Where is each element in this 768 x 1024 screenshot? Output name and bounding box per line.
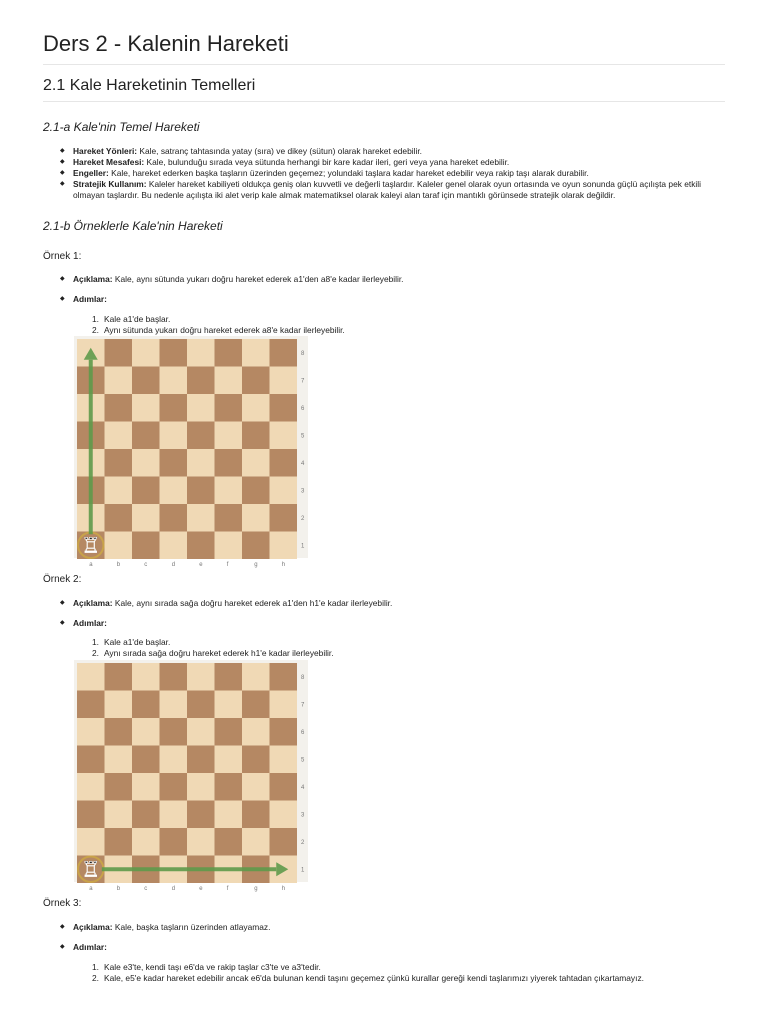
board-square: [215, 367, 243, 395]
steps-label: Adımlar:: [73, 618, 107, 628]
board-square: [242, 339, 270, 367]
board-square: [187, 339, 215, 367]
board-square: [105, 339, 133, 367]
board-square: [215, 801, 243, 829]
item-label: Hareket Mesafesi:: [73, 157, 145, 167]
board-square: [160, 339, 188, 367]
step-item: 1. Kale a1'de başlar.: [92, 314, 171, 324]
board-square: [270, 746, 298, 774]
file-label: c: [144, 886, 148, 892]
rook-basics-list: [60, 146, 725, 201]
board-square: [132, 663, 160, 691]
rank-label: 6: [301, 729, 305, 736]
board-square: [270, 339, 298, 367]
board-square: [187, 532, 215, 560]
item-label: Hareket Yönleri:: [73, 146, 138, 156]
board-square: [242, 773, 270, 801]
board-square: [105, 532, 133, 560]
item-text: Kale, bulunduğu sırada veya sütunda herhangi bir kare kadar ileri, geri veya yana hareket edebilir.: [144, 157, 510, 167]
file-label: g: [254, 886, 258, 892]
section-heading: 2.1 Kale Hareketinin Temelleri: [43, 77, 256, 94]
board-square: [160, 691, 188, 719]
board-square: [215, 339, 243, 367]
board-square: [187, 801, 215, 829]
board-square: [215, 828, 243, 856]
list-item: [60, 168, 725, 179]
list-item: [60, 942, 725, 953]
board-square: [270, 663, 298, 691]
step-text: Kale e3'te, kendi taşı e6'da ve rakip taşlar c3'te ve a3'tedir.: [104, 962, 321, 972]
description-text: Kale, aynı sırada sağa doğru hareket ederek a1'den h1'e kadar ilerleyebilir.: [112, 598, 393, 608]
board-square: [187, 828, 215, 856]
step-item: 2. Kale, e5'e kadar hareket edebilir ancak e6'da bulunan kendi taşını geçemez çünkü kurallar gereği kendi taşlarımızı yiyerek tahtadan çıkartamayız.: [92, 973, 644, 983]
rank-label: 7: [301, 378, 305, 385]
chessboard-example-2: [74, 660, 308, 892]
file-label: b: [116, 562, 121, 568]
board-square: [105, 801, 133, 829]
rank-label: 8: [301, 350, 305, 357]
board-square: [215, 422, 243, 450]
file-label: f: [226, 886, 229, 892]
board-square: [105, 718, 133, 746]
rank-label: 3: [301, 812, 305, 819]
list-item: [60, 157, 725, 168]
step-item: 2. Aynı sütunda yukarı doğru hareket ederek a8'e kadar ilerleyebilir.: [92, 325, 345, 335]
board-square: [215, 663, 243, 691]
board-square: [77, 718, 105, 746]
step-item: 1. Kale a1'de başlar.: [92, 637, 171, 647]
board-square: [215, 532, 243, 560]
board-square: [187, 691, 215, 719]
board-square: [132, 339, 160, 367]
item-label: Engeller:: [73, 168, 109, 178]
step-item: 2. Aynı sırada sağa doğru hareket ederek h1'e kadar ilerleyebilir.: [92, 648, 334, 658]
board-square: [105, 828, 133, 856]
board-square: [242, 367, 270, 395]
list-item: [60, 146, 725, 157]
example-3-title: Örnek 3:: [43, 898, 82, 909]
chessboard-example-1: [74, 336, 308, 568]
board-square: [160, 773, 188, 801]
rank-label: 2: [301, 839, 305, 846]
example-3-steps: [92, 962, 644, 984]
list-item: [60, 179, 725, 201]
board-square: [77, 773, 105, 801]
board-square: [77, 801, 105, 829]
list-item: [60, 294, 725, 305]
title-divider: [43, 64, 725, 65]
file-label: a: [89, 562, 93, 568]
board-square: [215, 477, 243, 505]
board-square: [270, 449, 298, 477]
board-square: [242, 504, 270, 532]
example-2-title: Örnek 2:: [43, 574, 82, 585]
rank-label: 6: [301, 405, 305, 412]
board-square: [187, 746, 215, 774]
board-square: [132, 477, 160, 505]
example-2-steps-heading: [60, 618, 725, 629]
rank-label: 5: [301, 433, 305, 440]
board-square: [215, 746, 243, 774]
board-square: [105, 691, 133, 719]
step-item: 1. Kale e3'te, kendi taşı e6'da ve rakip taşlar c3'te ve a3'tedir.: [92, 962, 321, 972]
board-square: [270, 504, 298, 532]
rank-label: 1: [301, 543, 305, 550]
board-square: [270, 691, 298, 719]
description-label: Açıklama:: [73, 598, 113, 608]
board-square: [270, 718, 298, 746]
board-square: [270, 477, 298, 505]
board-square: [160, 746, 188, 774]
board-square: [132, 394, 160, 422]
board-square: [77, 828, 105, 856]
list-item: [60, 922, 725, 933]
subsection-b-heading: 2.1-b Örneklerle Kale'nin Hareketi: [43, 219, 223, 233]
list-item: [60, 274, 725, 285]
rank-label: 5: [301, 757, 305, 764]
board-square: [77, 663, 105, 691]
board-square: [187, 477, 215, 505]
section-divider: [43, 101, 725, 102]
board-square: [132, 828, 160, 856]
board-square: [242, 691, 270, 719]
board-square: [132, 691, 160, 719]
board-square: [132, 367, 160, 395]
file-label: h: [281, 562, 286, 568]
board-square: [105, 477, 133, 505]
rank-label: 4: [301, 784, 305, 791]
board-square: [77, 746, 105, 774]
board-square: [215, 394, 243, 422]
board-square: [242, 394, 270, 422]
board-square: [215, 773, 243, 801]
board-square: [242, 532, 270, 560]
item-text: Kale, hareket ederken başka taşların üzerinden geçemez; yolundaki taşlara kadar hareket edebilir veya rakip taşı alarak durabilir.: [108, 168, 589, 178]
step-text: Kale a1'de başlar.: [104, 314, 171, 324]
file-label: g: [254, 562, 258, 568]
board-square: [160, 828, 188, 856]
board-square: [242, 663, 270, 691]
board-square: [160, 663, 188, 691]
board-square: [132, 504, 160, 532]
board-square: [105, 367, 133, 395]
board-square: [160, 422, 188, 450]
board-square: [187, 394, 215, 422]
board-square: [242, 477, 270, 505]
board-square: [132, 801, 160, 829]
step-text: Kale a1'de başlar.: [104, 637, 171, 647]
board-square: [105, 746, 133, 774]
board-square: [160, 532, 188, 560]
board-square: [187, 422, 215, 450]
file-label: d: [171, 886, 176, 892]
board-square: [215, 691, 243, 719]
rank-label: 4: [301, 460, 305, 467]
example-1-description: [60, 274, 725, 285]
item-label: Stratejik Kullanım:: [73, 179, 147, 189]
file-label: e: [199, 886, 203, 892]
board-square: [160, 718, 188, 746]
example-2-description: [60, 598, 725, 609]
board-square: [270, 394, 298, 422]
board-square: [187, 663, 215, 691]
board-square: [270, 367, 298, 395]
steps-label: Adımlar:: [73, 294, 107, 304]
item-text: Kale, satranç tahtasında yatay (sıra) ve dikey (sütun) olarak hareket edebilir.: [137, 146, 422, 156]
board-square: [242, 746, 270, 774]
subsection-a-heading: 2.1-a Kale'nin Temel Hareketi: [43, 120, 200, 134]
board-square: [132, 746, 160, 774]
board-square: [77, 691, 105, 719]
rank-label: 2: [301, 515, 305, 522]
steps-label: Adımlar:: [73, 942, 107, 952]
step-text: Aynı sırada sağa doğru hareket ederek h1'e kadar ilerleyebilir.: [104, 648, 334, 658]
board-square: [160, 504, 188, 532]
board-square: [270, 773, 298, 801]
board-square: [242, 801, 270, 829]
list-item: [60, 598, 725, 609]
description-label: Açıklama:: [73, 274, 113, 284]
board-square: [270, 422, 298, 450]
board-square: [270, 828, 298, 856]
board-square: [132, 449, 160, 477]
list-item: [60, 618, 725, 629]
file-label: h: [281, 886, 286, 892]
board-square: [187, 367, 215, 395]
board-square: [132, 532, 160, 560]
step-text: Aynı sütunda yukarı doğru hareket ederek a8'e kadar ilerleyebilir.: [104, 325, 345, 335]
board-square: [160, 394, 188, 422]
page-title: Ders 2 - Kalenin Hareketi: [43, 31, 289, 56]
example-1-title: Örnek 1:: [43, 251, 82, 262]
board-square: [270, 532, 298, 560]
board-square: [242, 828, 270, 856]
board-square: [105, 422, 133, 450]
example-3-steps-heading: [60, 942, 725, 953]
description-text: Kale, başka taşların üzerinden atlayamaz.: [112, 922, 271, 932]
example-2-steps: [92, 637, 334, 659]
board-square: [187, 718, 215, 746]
example-1-steps-heading: [60, 294, 725, 305]
board-square: [187, 773, 215, 801]
step-text: Kale, e5'e kadar hareket edebilir ancak e6'da bulunan kendi taşını geçemez çünkü kurallar gereği kendi taşlarımızı yiyerek tahtadan çıkartamayız.: [104, 973, 644, 983]
board-square: [132, 773, 160, 801]
board-square: [160, 477, 188, 505]
board-square: [242, 449, 270, 477]
board-square: [160, 367, 188, 395]
board-square: [132, 718, 160, 746]
board-square: [105, 449, 133, 477]
board-square: [187, 504, 215, 532]
file-label: a: [89, 886, 93, 892]
description-text: Kale, aynı sütunda yukarı doğru hareket ederek a1'den a8'e kadar ilerleyebilir.: [112, 274, 404, 284]
file-label: f: [226, 562, 229, 568]
file-label: e: [199, 562, 203, 568]
board-square: [215, 449, 243, 477]
board-square: [105, 773, 133, 801]
board-square: [215, 718, 243, 746]
rank-label: 3: [301, 488, 305, 495]
board-square: [132, 422, 160, 450]
board-square: [270, 801, 298, 829]
rank-label: 7: [301, 702, 305, 709]
rank-label: 8: [301, 674, 305, 681]
rook-icon: ♖: [81, 533, 101, 558]
file-label: c: [144, 562, 148, 568]
board-square: [160, 449, 188, 477]
board-square: [105, 663, 133, 691]
board-square: [160, 801, 188, 829]
rank-label: 1: [301, 867, 305, 874]
example-1-steps: [92, 314, 345, 336]
description-label: Açıklama:: [73, 922, 113, 932]
file-label: d: [171, 562, 176, 568]
board-square: [105, 504, 133, 532]
board-square: [187, 449, 215, 477]
file-label: b: [116, 886, 121, 892]
item-text: Kaleler hareket kabiliyeti oldukça geniş olan kuvvetli ve değerli taşlardır. Kaleler genel olarak oyun ortasında ve oyun sonunda güçlü açılışta pek etkili olmayan taşlardır. Bu nedenle açılışta iki alet verip kale almak matematiksel olarak kaleyi alan taraf için mantıklı görünsede stratejik olarak değildir.: [73, 179, 701, 200]
board-square: [242, 718, 270, 746]
board-square: [242, 422, 270, 450]
example-3-description: [60, 922, 725, 933]
rook-icon: ♖: [81, 857, 101, 882]
board-square: [105, 394, 133, 422]
board-square: [215, 504, 243, 532]
